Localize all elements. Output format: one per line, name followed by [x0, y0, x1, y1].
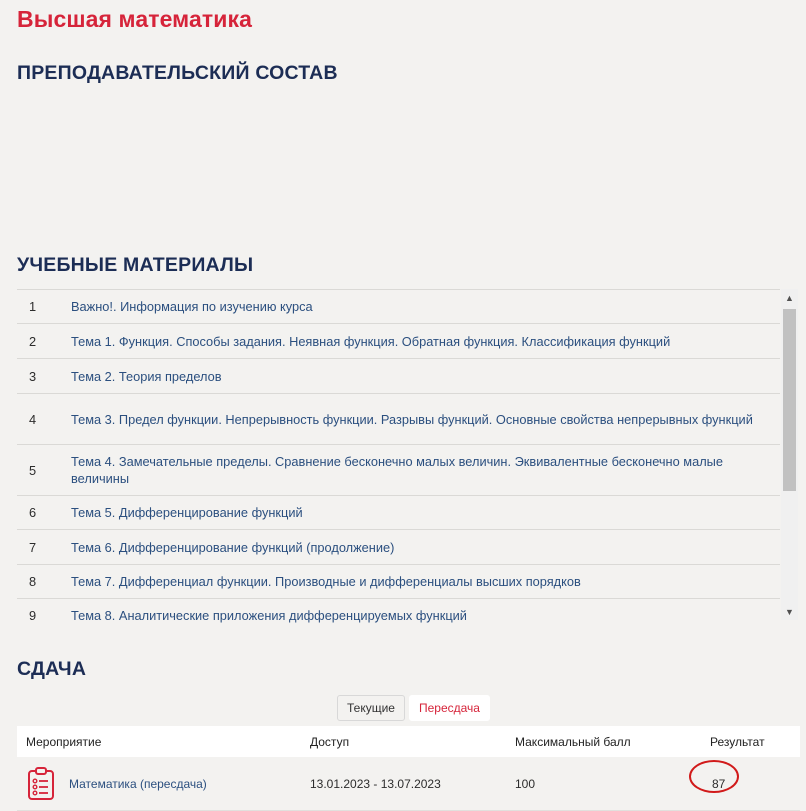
- item-title-link[interactable]: Важно!. Информация по изучению курса: [71, 299, 313, 314]
- item-number: 1: [29, 299, 37, 314]
- max-score: 100: [515, 776, 536, 791]
- materials-heading: УЧЕБНЫЕ МАТЕРИАЛЫ: [17, 254, 254, 276]
- list-item[interactable]: [17, 324, 780, 359]
- item-title-link[interactable]: Тема 6. Дифференцирование функций (продолжение): [71, 539, 395, 555]
- triangle-up-icon[interactable]: ▲: [785, 292, 794, 303]
- materials-list: [17, 289, 780, 630]
- list-item[interactable]: [17, 565, 780, 599]
- clipboard-list-icon: [27, 767, 55, 801]
- exam-tabs: [337, 695, 490, 721]
- event-link[interactable]: Математика (пересдача): [69, 776, 207, 791]
- result-highlight-circle: [689, 760, 739, 793]
- item-number: 3: [29, 368, 37, 384]
- access-period: 13.01.2023 - 13.07.2023: [310, 776, 441, 791]
- list-item[interactable]: [17, 496, 780, 530]
- item-number: 5: [29, 462, 37, 478]
- item-title-link[interactable]: Тема 2. Теория пределов: [71, 368, 222, 384]
- item-number: 9: [29, 608, 37, 623]
- header-max-score: Максимальный балл: [515, 734, 631, 749]
- header-result: Результат: [710, 734, 765, 749]
- exam-heading: СДАЧА: [17, 658, 87, 680]
- item-number: 4: [29, 411, 37, 427]
- list-item[interactable]: [17, 599, 780, 630]
- list-item[interactable]: [17, 394, 780, 445]
- materials-scrollbar[interactable]: [781, 289, 798, 620]
- header-access: Доступ: [310, 734, 350, 749]
- staff-heading: ПРЕПОДАВАТЕЛЬСКИЙ СОСТАВ: [17, 62, 338, 84]
- list-item[interactable]: [17, 445, 780, 496]
- course-title: Высшая математика: [17, 6, 252, 32]
- item-title-link[interactable]: Тема 8. Аналитические приложения дифференцируемых функций: [71, 608, 467, 623]
- table-row: [17, 757, 800, 811]
- item-number: 6: [29, 505, 37, 520]
- header-event: Мероприятие: [26, 734, 102, 749]
- item-title-link[interactable]: Тема 7. Дифференциал функции. Производные и дифференциалы высших порядков: [71, 574, 581, 589]
- list-item[interactable]: [17, 359, 780, 394]
- list-item[interactable]: [17, 530, 780, 565]
- item-title-link[interactable]: Тема 4. Замечательные пределы. Сравнение бесконечно малых величин. Эквивалентные бесконечно малые величины: [71, 454, 723, 486]
- item-number: 2: [29, 333, 37, 349]
- item-title-link[interactable]: Тема 3. Предел функции. Непрерывность функции. Разрывы функций. Основные свойства непрерывных функций: [71, 411, 753, 427]
- table-header: [17, 726, 800, 757]
- result-value: 87: [712, 776, 726, 791]
- triangle-down-icon[interactable]: ▼: [785, 606, 794, 617]
- list-item[interactable]: [17, 290, 780, 324]
- item-title-link[interactable]: Тема 5. Дифференцирование функций: [71, 505, 303, 520]
- item-number: 8: [29, 574, 37, 589]
- scrollbar-thumb[interactable]: [783, 309, 796, 491]
- item-title-link[interactable]: Тема 1. Функция. Способы задания. Неявная функция. Обратная функция. Классификация функций: [71, 333, 671, 349]
- tab-retake[interactable]: Пересдача: [409, 695, 490, 721]
- exam-table: [17, 726, 800, 811]
- result-cell: [710, 777, 725, 791]
- item-number: 7: [29, 539, 37, 555]
- tab-current[interactable]: Текущие: [337, 695, 405, 721]
